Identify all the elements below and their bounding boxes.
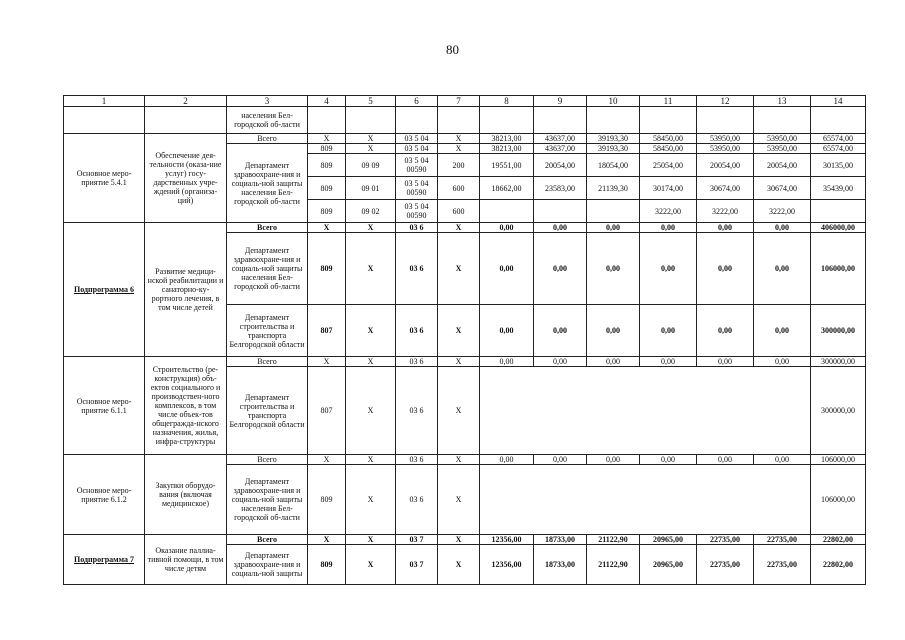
table-cell: 600 <box>438 200 480 223</box>
table-cell: Всего <box>227 357 308 367</box>
table-cell: 20054,00 <box>697 154 754 177</box>
header-cell: 14 <box>811 96 866 107</box>
table-cell: Всего <box>227 134 308 144</box>
table-cell: 22735,00 <box>754 535 811 545</box>
table-row <box>64 535 866 545</box>
table-cell: 25054,00 <box>640 154 697 177</box>
budget-table <box>63 95 866 585</box>
table-cell: 807 <box>308 305 346 357</box>
header-cell: 4 <box>308 96 346 107</box>
header-cell: 5 <box>346 96 396 107</box>
table-cell: 03 6 <box>396 233 438 305</box>
table-cell: 0,00 <box>534 305 587 357</box>
table-cell: 12356,00 <box>480 545 534 585</box>
table-cell: 38213,00 <box>480 134 534 144</box>
table-cell: Всего <box>227 535 308 545</box>
table-cell: 03 5 04 00590 <box>396 177 438 200</box>
table-cell: 58450,00 <box>640 144 697 154</box>
table-cell: 809 <box>308 233 346 305</box>
table-cell: Х <box>438 134 480 144</box>
table-cell: 0,00 <box>697 223 754 233</box>
table-cell: 39193,30 <box>587 134 640 144</box>
table-cell: 21122,90 <box>587 535 640 545</box>
table-cell: Х <box>308 357 346 367</box>
table-cell: 09 01 <box>346 177 396 200</box>
table-cell: 22802,00 <box>811 545 866 585</box>
table-cell: 21139,30 <box>587 177 640 200</box>
table-cell: 65574,00 <box>811 144 866 154</box>
header-cell: 2 <box>145 96 227 107</box>
table-cell: Х <box>346 223 396 233</box>
table-cell: 20965,00 <box>640 535 697 545</box>
header-cell: 7 <box>438 96 480 107</box>
table-cell: 30674,00 <box>754 177 811 200</box>
event-desc-cell: Закупки оборудо-вания (включая медицинское) <box>145 455 227 535</box>
table-cell: Х <box>308 455 346 465</box>
table-cell: Х <box>308 223 346 233</box>
table-cell: Всего <box>227 455 308 465</box>
table-cell: Х <box>438 305 480 357</box>
table-cell: Х <box>346 305 396 357</box>
table-cell: Департамент здравоохране-ния и социаль-ной защиты населения Бел-городской об-ласти <box>227 465 308 535</box>
event-desc-cell: Обеспечение дея-тельности (оказа-ние услуг) госу-дарственных учре-ждений (организа-ций) <box>145 134 227 223</box>
table-cell: 30174,00 <box>640 177 697 200</box>
table-cell: 03 5 04 <box>396 144 438 154</box>
table-cell: 53950,00 <box>697 144 754 154</box>
table-cell: 53950,00 <box>697 134 754 144</box>
table-cell: 09 09 <box>346 154 396 177</box>
table-cell <box>587 200 640 223</box>
table-cell: 809 <box>308 177 346 200</box>
table-cell: 0,00 <box>480 357 534 367</box>
table-cell: 38213,00 <box>480 144 534 154</box>
table-cell: Х <box>346 535 396 545</box>
table-cell: Департамент здравоохране-ния и социаль-ной защиты <box>227 545 308 585</box>
table-cell: Х <box>346 455 396 465</box>
table-cell: 20054,00 <box>754 154 811 177</box>
table-cell <box>811 200 866 223</box>
table-cell: 0,00 <box>534 455 587 465</box>
table-cell: 300000,00 <box>811 367 866 455</box>
table-row <box>64 107 866 134</box>
table-cell: 300000,00 <box>811 305 866 357</box>
table-cell: 03 5 04 00590 <box>396 154 438 177</box>
table-cell <box>480 200 534 223</box>
table-cell: 0,00 <box>587 455 640 465</box>
table-cell: Х <box>346 465 396 535</box>
table-cell: 39193,30 <box>587 144 640 154</box>
table-cell: 807 <box>308 367 346 455</box>
table-cell: Х <box>346 144 396 154</box>
header-cell: 11 <box>640 96 697 107</box>
table-cell: 22735,00 <box>754 545 811 585</box>
table-cell: 03 7 <box>396 535 438 545</box>
table-cell: населения Бел-городской об-ласти <box>227 107 308 134</box>
subprogram-desc-cell: Оказание паллиа-тивной помощи, в том числе детям <box>145 535 227 585</box>
table-cell: 18733,00 <box>534 545 587 585</box>
table-cell: 03 5 04 <box>396 134 438 144</box>
table-cell <box>145 107 227 134</box>
table-cell: 3222,00 <box>754 200 811 223</box>
table-cell: 0,00 <box>480 233 534 305</box>
table-cell: 200 <box>438 154 480 177</box>
table-cell <box>480 465 811 535</box>
table-cell: Х <box>438 367 480 455</box>
table-cell: 0,00 <box>480 455 534 465</box>
header-cell: 12 <box>697 96 754 107</box>
table-cell: 03 6 <box>396 455 438 465</box>
table-cell: Х <box>346 357 396 367</box>
table-cell: 30674,00 <box>697 177 754 200</box>
table-cell: 0,00 <box>587 305 640 357</box>
table-cell: 809 <box>308 154 346 177</box>
table-cell: 0,00 <box>640 455 697 465</box>
table-cell: 0,00 <box>587 357 640 367</box>
table-cell: Х <box>438 455 480 465</box>
table-cell: Х <box>346 134 396 144</box>
table-cell: 43637,00 <box>534 144 587 154</box>
table-cell: 600 <box>438 177 480 200</box>
table-cell: Х <box>438 545 480 585</box>
table-cell: 53950,00 <box>754 134 811 144</box>
table-cell: 106000,00 <box>811 465 866 535</box>
table-header-row <box>64 96 866 107</box>
table-cell: 0,00 <box>640 223 697 233</box>
table-cell: 0,00 <box>640 305 697 357</box>
table-cell: 30135,00 <box>811 154 866 177</box>
table-cell: 3222,00 <box>697 200 754 223</box>
table-cell: 23583,00 <box>534 177 587 200</box>
table-cell: 21122,90 <box>587 545 640 585</box>
table-cell: Х <box>308 134 346 144</box>
table-cell: 0,00 <box>754 357 811 367</box>
table-cell: 18733,00 <box>534 535 587 545</box>
table-cell: Х <box>346 233 396 305</box>
table-cell: Х <box>438 233 480 305</box>
page-number: 80 <box>446 42 459 57</box>
table-cell <box>534 200 587 223</box>
table-cell: 0,00 <box>480 223 534 233</box>
table-cell: 43637,00 <box>534 134 587 144</box>
table-cell: 809 <box>308 200 346 223</box>
table-cell: 406000,00 <box>811 223 866 233</box>
table-cell: 0,00 <box>697 305 754 357</box>
table-cell: 35439,00 <box>811 177 866 200</box>
table-cell: 18054,00 <box>587 154 640 177</box>
table-cell: Департамент здравоохране-ния и социаль-ной защиты населения Бел-городской об-ласти <box>227 144 308 223</box>
table-row <box>64 357 866 367</box>
table-cell: 106000,00 <box>811 233 866 305</box>
table-cell: Х <box>438 144 480 154</box>
table-cell: 0,00 <box>754 455 811 465</box>
table-cell: 18662,00 <box>480 177 534 200</box>
table-cell: 03 6 <box>396 223 438 233</box>
table-cell: Х <box>438 535 480 545</box>
header-cell: 8 <box>480 96 534 107</box>
header-cell: 9 <box>534 96 587 107</box>
header-cell: 13 <box>754 96 811 107</box>
table-cell: 22735,00 <box>697 545 754 585</box>
table-cell: 3222,00 <box>640 200 697 223</box>
table-cell: Х <box>438 357 480 367</box>
table-cell: Х <box>346 367 396 455</box>
table-row <box>64 134 866 144</box>
table-cell: 0,00 <box>754 223 811 233</box>
header-cell: 1 <box>64 96 145 107</box>
table-cell: 0,00 <box>534 357 587 367</box>
table-cell: 0,00 <box>697 233 754 305</box>
event-name-cell: Основное меро-приятие 6.1.2 <box>64 455 145 535</box>
table-cell: 03 5 04 00590 <box>396 200 438 223</box>
table-cell: 300000,00 <box>811 357 866 367</box>
table-cell: 22735,00 <box>697 535 754 545</box>
table-cell: Х <box>438 465 480 535</box>
subprogram-name-cell: Подпрограмма 7 <box>64 535 145 585</box>
table-cell: 0,00 <box>534 223 587 233</box>
subprogram-name-cell: Подпрограмма 6 <box>64 223 145 357</box>
table-cell: 0,00 <box>587 233 640 305</box>
header-cell: 10 <box>587 96 640 107</box>
table-cell: 20054,00 <box>534 154 587 177</box>
table-cell: 65574,00 <box>811 134 866 144</box>
table-cell: Х <box>346 545 396 585</box>
header-cell: 6 <box>396 96 438 107</box>
table-cell: Департамент здравоохране-ния и социаль-ной защиты населения Бел-городской об-ласти <box>227 233 308 305</box>
table-cell: 03 6 <box>396 357 438 367</box>
table-cell: 0,00 <box>534 233 587 305</box>
table-cell: 0,00 <box>754 233 811 305</box>
table-cell: Х <box>438 223 480 233</box>
event-name-cell: Основное меро-приятие 6.1.1 <box>64 357 145 455</box>
table-cell: 53950,00 <box>754 144 811 154</box>
subprogram-desc-cell: Развитие медици-нской реабилитации и санаторно-ку-рортного лечения, в том числе детей <box>145 223 227 357</box>
table-cell: 809 <box>308 465 346 535</box>
header-cell: 3 <box>227 96 308 107</box>
table-row <box>64 223 866 233</box>
table-cell: 0,00 <box>480 305 534 357</box>
table-cell: 20965,00 <box>640 545 697 585</box>
table-cell: 03 6 <box>396 465 438 535</box>
table-cell: Х <box>308 535 346 545</box>
table-cell: 809 <box>308 545 346 585</box>
table-cell <box>480 367 811 455</box>
table-cell: 03 6 <box>396 367 438 455</box>
table-cell: 03 6 <box>396 305 438 357</box>
table-cell: 106000,00 <box>811 455 866 465</box>
table-cell: 0,00 <box>697 455 754 465</box>
table-cell: 58450,00 <box>640 134 697 144</box>
table-cell: 12356,00 <box>480 535 534 545</box>
table-cell: 0,00 <box>640 233 697 305</box>
table-cell: 0,00 <box>697 357 754 367</box>
table-cell: 0,00 <box>754 305 811 357</box>
table-cell: Департамент строительства и транспорта Белгородской области <box>227 305 308 357</box>
event-name-cell: Основное меро-приятие 5.4.1 <box>64 134 145 223</box>
table-cell <box>64 107 145 134</box>
table-cell: 809 <box>308 144 346 154</box>
table-cell: 19551,00 <box>480 154 534 177</box>
table-cell: Департамент строительства и транспорта Белгородской области <box>227 367 308 455</box>
table-cell: 22802,00 <box>811 535 866 545</box>
table-cell: 03 7 <box>396 545 438 585</box>
table-cell: 0,00 <box>587 223 640 233</box>
table-cell: 09 02 <box>346 200 396 223</box>
event-desc-cell: Строительство (ре-конструкция) объ-ектов социального и производствен-ного комплексов, в том числе объек-тов общегражда-нского назначения, жилья, инфра-структуры <box>145 357 227 455</box>
table-cell: 0,00 <box>640 357 697 367</box>
table-cell: Всего <box>227 223 308 233</box>
table-row <box>64 455 866 465</box>
